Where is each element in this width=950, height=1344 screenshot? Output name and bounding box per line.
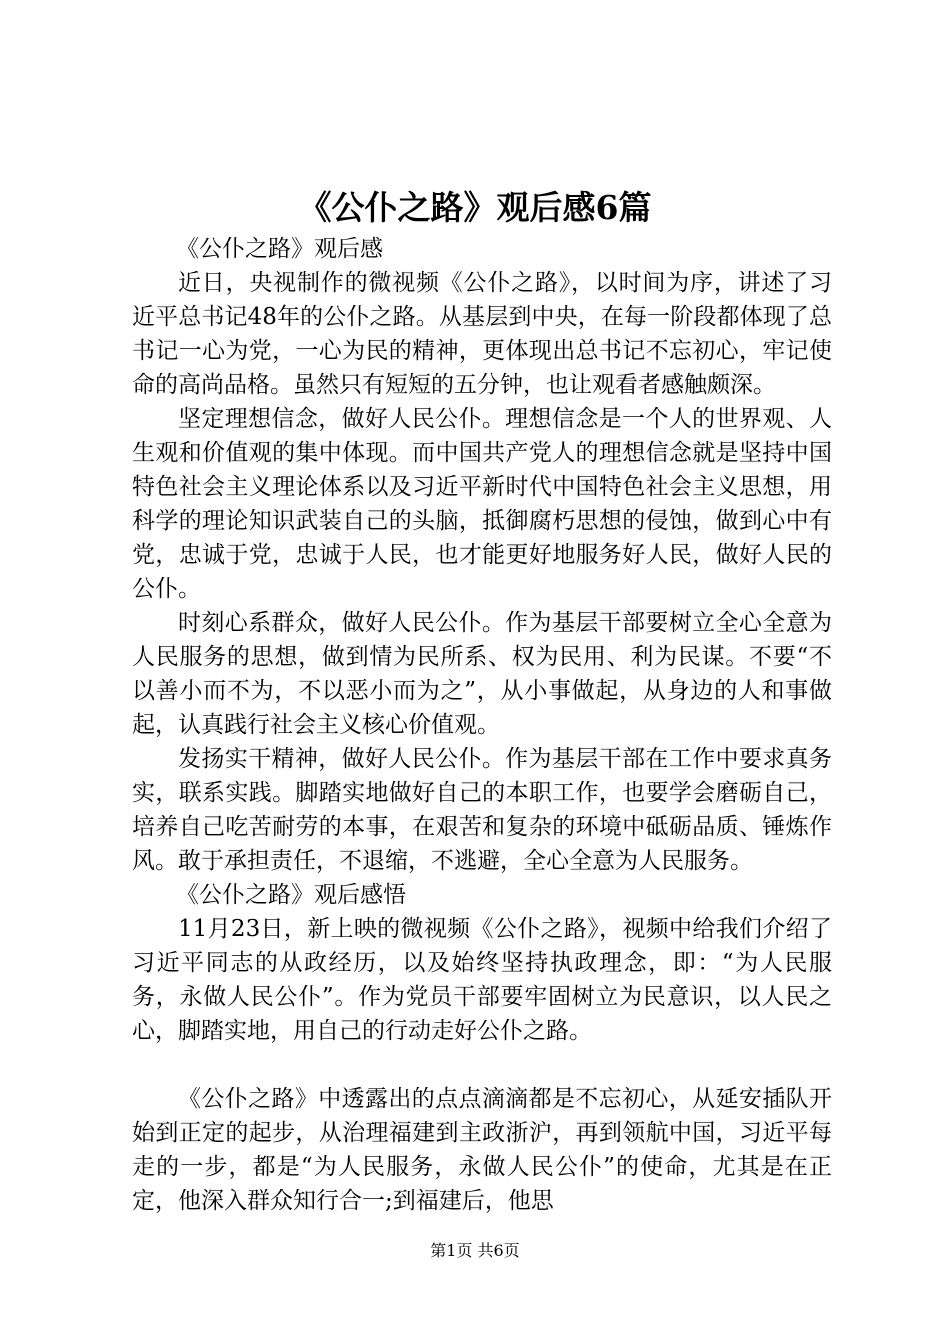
section-heading: 《公仆之路》观后感 bbox=[176, 236, 383, 262]
paragraph: 时刻心系群众，做好人民公仆。作为基层干部要树立全心全意为人民服务的思想，做到情为民所系、权为民用、利为民谋。不要“不以善小而不为，不以恶小而为之”，从小事做起，从身边的人和事做起，认真践行社会主义核心价值观。 bbox=[132, 610, 832, 738]
paragraph: 坚定理想信念，做好人民公仆。理想信念是一个人的世界观、人生观和价值观的集中体现。而中国共产党人的理想信念就是坚持中国特色社会主义理论体系以及习近平新时代中国特色社会主义思想，用科学的理论知识武装自己的头脑，抵御腐朽思想的侵蚀，做到心中有党，忠诚于党，忠诚于人民，也才能更好地服务好人民，做好人民的公仆。 bbox=[132, 406, 832, 602]
document-body bbox=[132, 232, 832, 1218]
section-heading: 《公仆之路》观后感悟 bbox=[176, 882, 406, 908]
paragraph: 11月23日，新上映的微视频《公仆之路》，视频中给我们介绍了习近平同志的从政经历，以及始终坚持执政理念，即：“为人民服务，永做人民公仆”。作为党员干部要牢固树立为民意识，以人民之心，脚踏实地，用自己的行动走好公仆之路。 bbox=[132, 916, 832, 1044]
paragraph: 近日，央视制作的微视频《公仆之路》，以时间为序，讲述了习近平总书记48年的公仆之路。从基层到中央，在每一阶段都体现了总书记一心为党，一心为民的精神，更体现出总书记不忘初心，牢记使命的高尚品格。虽然只有短短的五分钟，也让观看者感触颇深。 bbox=[132, 270, 832, 398]
page-footer: 第1页 共6页 bbox=[430, 1241, 520, 1260]
paragraph: 《公仆之路》中透露出的点点滴滴都是不忘初心，从延安插队开始到正定的起步，从治理福建到主政浙沪，再到领航中国，习近平每走的一步，都是“为人民服务，永做人民公仆”的使命，尤其是在正定，他深入群众知行合一;到福建后，他思 bbox=[132, 1086, 832, 1214]
document-title: 《公仆之路》观后感6篇 bbox=[298, 188, 652, 227]
paragraph: 发扬实干精神，做好人民公仆。作为基层干部在工作中要求真务实，联系实践。脚踏实地做好自己的本职工作，也要学会磨砺自己，培养自己吃苦耐劳的本事，在艰苦和复杂的环境中砥砺品质、锤炼作风。敢于承担责任，不退缩，不逃避，全心全意为人民服务。 bbox=[132, 746, 832, 874]
